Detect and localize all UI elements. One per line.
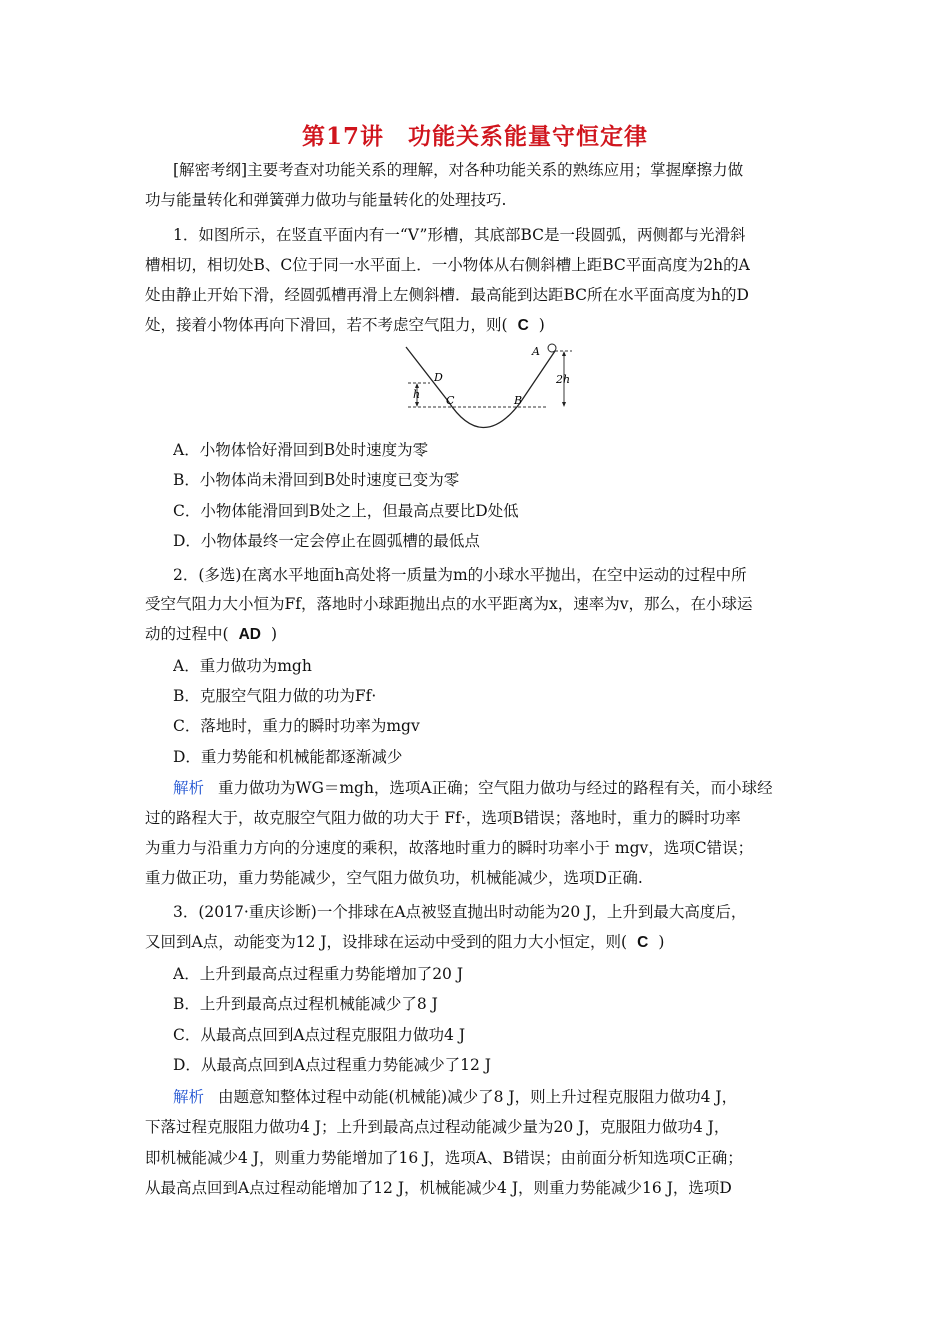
q2-option-a: A．重力做功为mgh	[173, 657, 312, 675]
q2-paren: )	[270, 625, 278, 643]
intro-line-2: 功与能量转化和弹簧弹力做功与能量转化的处理技巧.	[145, 191, 507, 209]
q1-line-3: 处由静止开始下滑，经圆弧槽再滑上左侧斜槽．最高能到达距BC所在水平面高度为h的D	[145, 286, 749, 304]
q3-answer: C	[637, 934, 649, 951]
q2-jiexi-line-2: 过的路程大于，故克服空气阻力做的功大于 Ff·，选项B错误；落地时，重力的瞬时功率	[145, 809, 741, 827]
label-2h: 2h	[556, 373, 571, 386]
q1-line-1: 1．如图所示，在竖直平面内有一“V”形槽，其底部BC是一段圆弧，两侧都与光滑斜	[173, 226, 746, 244]
label-D: D	[434, 371, 443, 384]
q3-option-d: D．从最高点回到A点过程重力势能减少了12 J	[173, 1056, 491, 1074]
q1-option-a: A．小物体恰好滑回到B处时速度为零	[173, 441, 429, 459]
q3-jiexi-line-4: 从最高点回到A点过程动能增加了12 J，机械能减少4 J，则重力势能减少16 J，选项D	[145, 1179, 732, 1197]
q2-jiexi-label: 解析	[173, 779, 205, 797]
2h-arrow-head-bottom	[562, 402, 566, 407]
q2-stem-end: 动的过程中(	[145, 625, 229, 643]
q2-jiexi-line-1	[173, 778, 815, 798]
intro-line-1: [解密考纲]主要考查对功能关系的理解，对各种功能关系的熟练应用；掌握摩擦力做	[173, 161, 744, 179]
q3-line-1: 3．(2017·重庆诊断)一个排球在A点被竖直抛出时动能为20 J，上升到最大高度后，	[173, 903, 747, 921]
label-h: h	[413, 388, 421, 401]
label-B: B	[514, 394, 523, 407]
q2-answer: AD	[238, 626, 261, 643]
page-title: 第17讲 功能关系能量守恒定律	[301, 123, 648, 150]
q1-answer: C	[517, 317, 529, 334]
q1-line-2: 槽相切，相切处B、C位于同一水平面上．一小物体从右侧斜槽上距BC平面高度为2h的A	[145, 256, 750, 274]
q2-jiexi-text-1: 重力做功为WG＝mgh，选项A正确；空气阻力做功与经过的路程有关，而小球经	[218, 779, 773, 797]
q3-option-a: A．上升到最高点过程重力势能增加了20 J	[173, 965, 464, 983]
q1-line-4	[145, 315, 815, 336]
q3-paren: )	[658, 933, 665, 951]
groove-curve	[406, 347, 555, 428]
q2-line-3	[145, 624, 815, 645]
q1-option-c: C．小物体能滑回到B处之上，但最高点要比D处低	[173, 502, 519, 520]
label-A: A	[532, 345, 540, 358]
q2-option-c: C．落地时，重力的瞬时功率为mgv	[173, 717, 420, 735]
q3-option-b: B．上升到最高点过程机械能减少了8 J	[173, 995, 438, 1013]
q2-option-b: B．克服空气阻力做的功为Ff·	[173, 687, 377, 705]
q3-line-2	[145, 932, 815, 953]
q1-paren: )	[538, 316, 545, 334]
q1-stem-end: 处，接着小物体再向下滑回，若不考虑空气阻力，则(	[145, 316, 508, 334]
q1-option-d: D．小物体最终一定会停止在圆弧槽的最低点	[173, 532, 480, 550]
h-arrow-head-bottom	[415, 402, 419, 407]
label-C: C	[446, 394, 455, 407]
q2-line-1: 2．(多选)在离水平地面h高处将一质量为m的小球水平抛出，在空中运动的过程中所	[173, 566, 747, 584]
q3-jiexi-label: 解析	[173, 1088, 205, 1106]
q3-jiexi-line-1	[173, 1087, 815, 1107]
q3-jiexi-line-3: 即机械能减少4 J，则重力势能增加了16 J，选项A、B错误；由前面分析知选项C正确；	[145, 1149, 743, 1167]
q2-option-d: D．重力势能和机械能都逐渐减少	[173, 748, 403, 766]
q3-jiexi-text-1: 由题意知整体过程中动能(机械能)减少了8 J，则上升过程克服阻力做功4 J，	[218, 1088, 738, 1106]
v-groove-figure	[400, 341, 580, 436]
q2-line-2: 受空气阻力大小恒为Ff，落地时小球距抛出点的水平距离为x，速率为v，那么，在小球运	[145, 595, 753, 613]
q2-jiexi-line-4: 重力做正功，重力势能减少，空气阻力做负功，机械能减少，选项D正确.	[145, 869, 643, 887]
q3-option-c: C．从最高点回到A点过程克服阻力做功4 J	[173, 1026, 466, 1044]
q2-jiexi-line-3: 为重力与沿重力方向的分速度的乘积，故落地时重力的瞬时功率小于 mgv，选项C错误；	[145, 839, 754, 857]
q3-stem-end: 又回到A点，动能变为12 J，设排球在运动中受到的阻力大小恒定，则(	[145, 933, 628, 951]
q3-jiexi-line-2: 下落过程克服阻力做功4 J；上升到最高点过程动能减少量为20 J，克服阻力做功4 J，	[145, 1118, 730, 1136]
q1-option-b: B．小物体尚未滑回到B处时速度已变为零	[173, 471, 460, 489]
2h-arrow-head-top	[562, 351, 566, 356]
ball-icon	[548, 344, 556, 352]
